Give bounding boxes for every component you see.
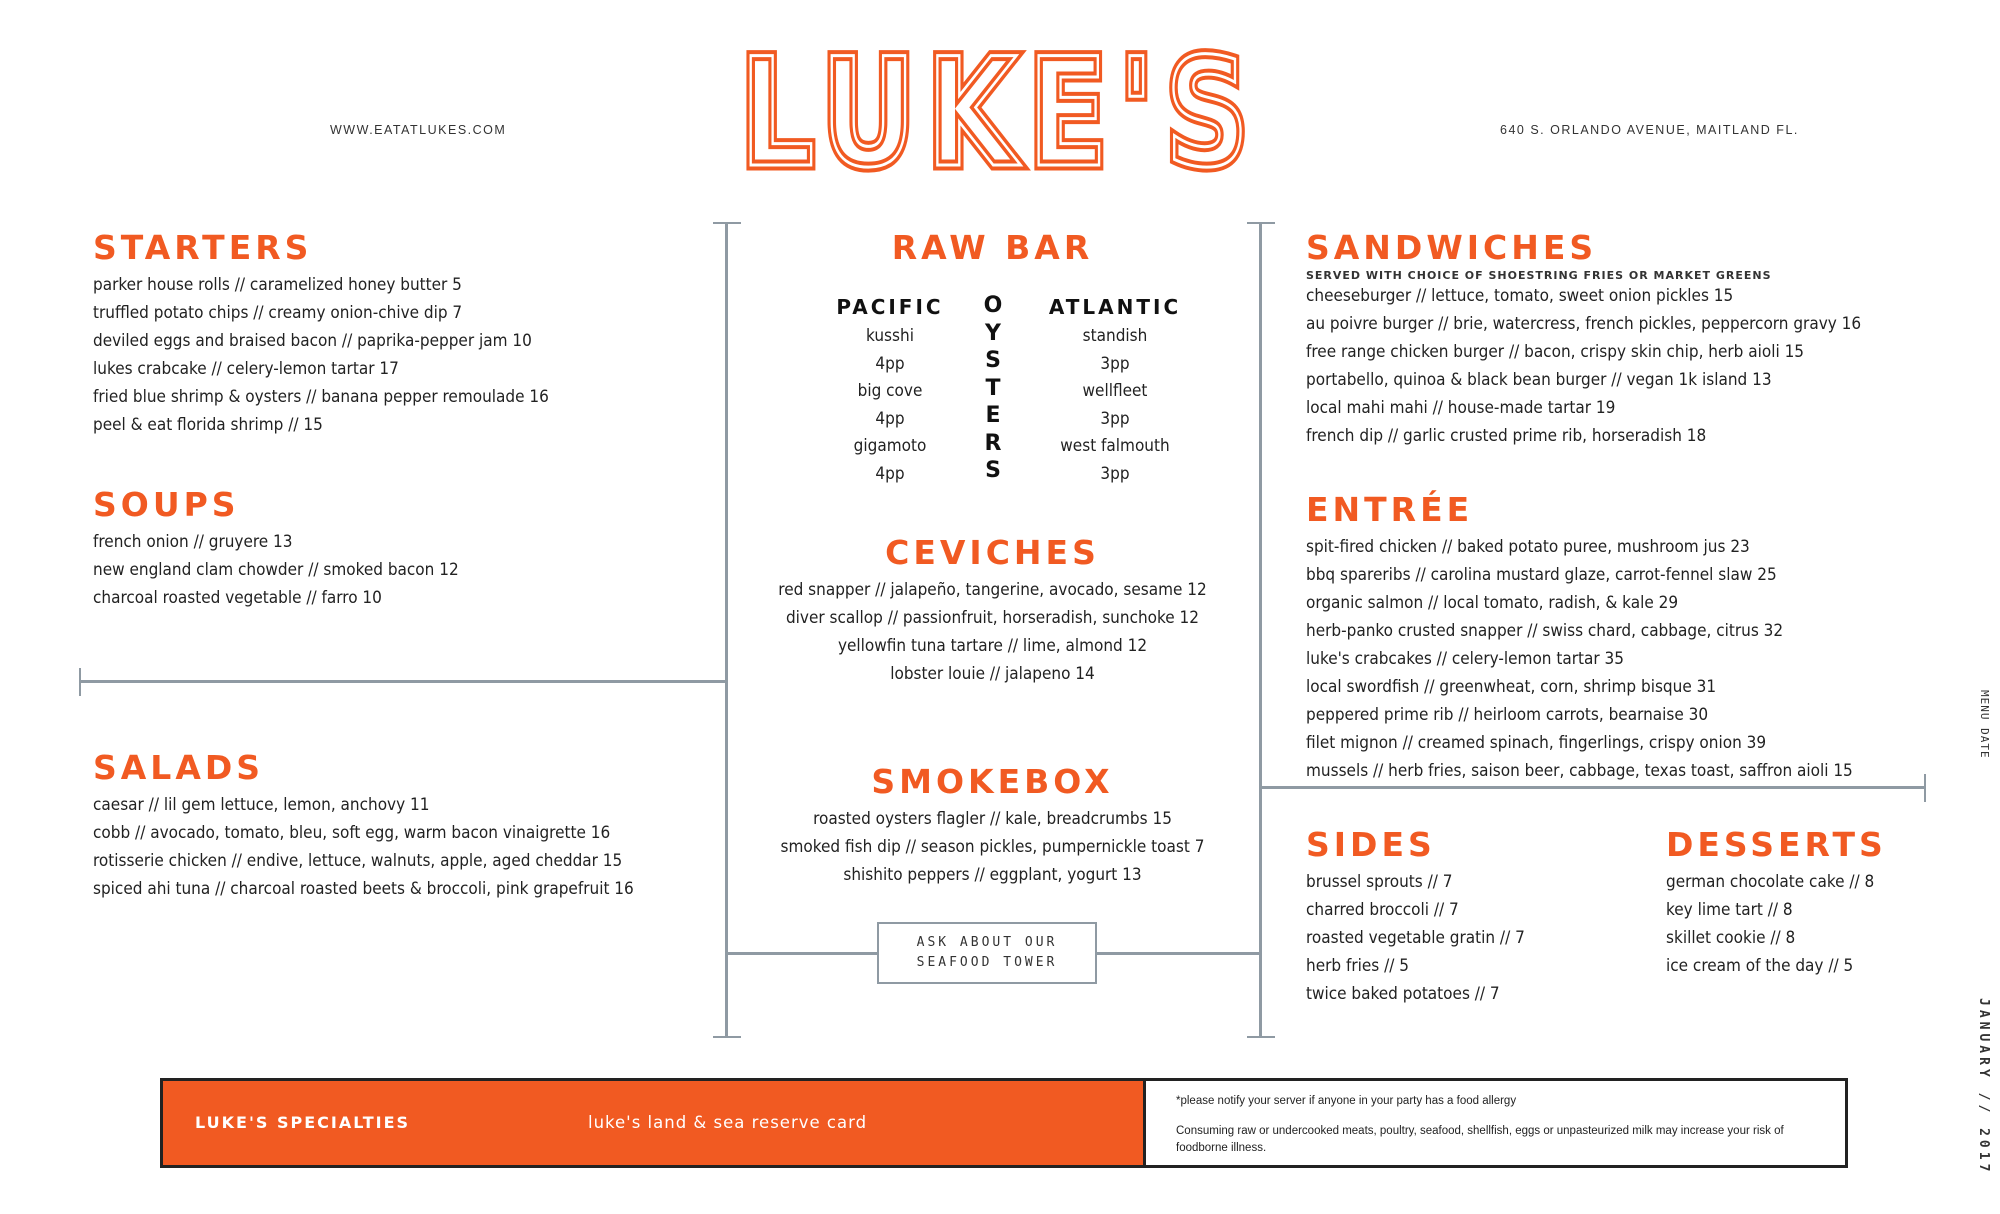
starters-item: parker house rolls // caramelized honey butter 5 (93, 275, 462, 295)
entree-item: organic salmon // local tomato, radish, & kale 29 (1306, 593, 1679, 613)
footer-banner (160, 1078, 1848, 1168)
desserts-item: ice cream of the day // 5 (1666, 956, 1854, 976)
svg-text:LUKE'S: LUKE'S (740, 40, 1260, 180)
smokebox-section (740, 762, 1245, 889)
starters-section (93, 228, 549, 439)
desserts-section (1666, 825, 1887, 980)
sides-item: herb fries // 5 (1306, 956, 1410, 976)
salads-item: cobb // avocado, tomato, bleu, soft egg, warm bacon vinaigrette 16 (93, 823, 611, 843)
tower-right-rule (1097, 952, 1260, 955)
desserts-item: german chocolate cake // 8 (1666, 872, 1875, 892)
starters-item: truffled potato chips // creamy onion-chive dip 7 (93, 303, 463, 323)
ceviches-item: red snapper // jalapeño, tangerine, avocado, sesame 12 (778, 580, 1207, 600)
entree-list (1306, 533, 1853, 785)
ceviches-item: diver scallop // passionfruit, horseradish, sunchoke 12 (785, 608, 1200, 628)
atlantic-oyster-entry: 3pp (1100, 353, 1130, 374)
soups-salads-rule-cap (79, 668, 81, 696)
pacific-oyster-entry: gigamoto (853, 436, 927, 456)
starters-item: fried blue shrimp & oysters // banana pepper remoulade 16 (93, 387, 549, 407)
left-rule-bottom-cap (713, 1036, 741, 1038)
pacific-oyster-entry: 4pp (875, 408, 905, 429)
desserts-title: DESSERTS (1666, 825, 1887, 864)
soups-item: new england clam chowder // smoked bacon 12 (93, 560, 459, 580)
oysters-letter: Y (985, 320, 1001, 346)
atlantic-oyster-entry: wellfleet (1082, 381, 1148, 401)
sandwiches-item: portabello, quinoa & black bean burger // vegan 1k island 13 (1306, 370, 1772, 390)
soups-title: SOUPS (93, 485, 240, 524)
sides-section (1306, 825, 1525, 1008)
salads-item: spiced ahi tuna // charcoal roasted beets & broccoli, pink grapefruit 16 (93, 879, 634, 899)
oysters-letter: S (985, 458, 1001, 483)
pacific-oyster-entry: 4pp (875, 353, 905, 374)
salads-list (93, 791, 634, 903)
sandwiches-item: au poivre burger // brie, watercress, french pickles, peppercorn gravy 16 (1306, 314, 1862, 334)
address-text: 640 S. ORLANDO AVENUE, MAITLAND FL. (1500, 123, 1799, 137)
entree-item: peppered prime rib // heirloom carrots, bearnaise 30 (1306, 705, 1709, 725)
entree-item: mussels // herb fries, saison beer, cabbage, texas toast, saffron aioli 15 (1306, 761, 1853, 781)
desserts-item: key lime tart // 8 (1666, 900, 1793, 920)
atlantic-heading: ATLANTIC (1048, 295, 1182, 319)
consumption-warning: Consuming raw or undercooked meats, poultry, seafood, shellfish, eggs or unpasteurized milk may increase your risk of foodborne illness. (1176, 1125, 1784, 1154)
pacific-oyster-entry: big cove (857, 381, 923, 401)
sides-title: SIDES (1306, 825, 1436, 864)
entree-item: bbq spareribs // carolina mustard glaze, carrot-fennel slaw 25 (1306, 565, 1777, 585)
oysters-letter: R (984, 430, 1002, 456)
pacific-oyster-entry: kusshi (866, 326, 914, 346)
smokebox-item: roasted oysters flagler // kale, breadcrumbs 15 (813, 809, 1172, 829)
entree-section (1306, 490, 1853, 785)
pacific-heading: PACIFIC (836, 295, 944, 319)
oysters-vertical-word (978, 292, 1008, 485)
starters-list (93, 271, 549, 439)
pacific-oyster-entry: 4pp (875, 463, 905, 484)
atlantic-oyster-entry: 3pp (1100, 408, 1130, 429)
starters-item: lukes crabcake // celery-lemon tartar 17 (93, 359, 399, 379)
entree-sides-rule (1260, 786, 1926, 789)
entree-title: ENTRÉE (1306, 490, 1474, 529)
oysters-letter: S (985, 348, 1001, 373)
soups-section (93, 485, 459, 612)
soups-item: charcoal roasted vegetable // farro 10 (93, 588, 382, 608)
soups-list (93, 528, 459, 612)
sides-item: charred broccoli // 7 (1306, 900, 1459, 920)
sides-item: roasted vegetable gratin // 7 (1306, 928, 1525, 948)
sandwiches-item: local mahi mahi // house-made tartar 19 (1306, 398, 1616, 418)
notice-panel (1143, 1081, 1845, 1165)
allergy-note: *please notify your server if anyone in your party has a food allergy (1176, 1095, 1517, 1107)
sides-item: brussel sprouts // 7 (1306, 872, 1453, 892)
oysters-letter: T (985, 375, 1001, 401)
smokebox-list (740, 805, 1245, 889)
sandwiches-subtitle: SERVED WITH CHOICE OF SHOESTRING FRIES OR MARKET GREENS (1306, 269, 1772, 282)
left-rule-top-cap (713, 222, 741, 224)
smokebox-item: smoked fish dip // season pickles, pumpernickle toast 7 (780, 837, 1205, 857)
raw-bar-section (740, 228, 1245, 267)
menu-date-label: MENU DATE (1978, 690, 1991, 759)
ceviches-item: yellowfin tuna tartare // lime, almond 12 (837, 636, 1148, 656)
ceviches-item: lobster louie // jalapeno 14 (890, 664, 1095, 684)
tower-left-rule (727, 952, 877, 955)
specialties-panel (163, 1081, 1143, 1165)
starters-item: peel & eat florida shrimp // 15 (93, 415, 323, 435)
salads-section (93, 748, 634, 903)
smokebox-item: shishito peppers // eggplant, yogurt 13 (843, 865, 1142, 885)
lukes-logo (720, 40, 1280, 180)
right-rule-bottom-cap (1247, 1036, 1275, 1038)
smokebox-title: SMOKEBOX (871, 762, 1114, 801)
sandwiches-item: free range chicken burger // bacon, crispy skin chip, herb aioli 15 (1306, 342, 1805, 362)
sandwiches-title: SANDWICHES (1306, 228, 1598, 267)
desserts-list (1666, 868, 1887, 980)
oysters-letter: E (985, 403, 1001, 428)
ceviches-section (740, 533, 1245, 688)
entree-item: filet mignon // creamed spinach, fingerlings, crispy onion 39 (1306, 733, 1767, 753)
right-vertical-rule (1259, 222, 1262, 1038)
raw-bar-title: RAW BAR (891, 228, 1094, 267)
right-rule-top-cap (1247, 222, 1275, 224)
sandwiches-item: french dip // garlic crusted prime rib, horseradish 18 (1306, 426, 1707, 446)
ceviches-title: CEVICHES (885, 533, 1100, 572)
sides-item: twice baked potatoes // 7 (1306, 984, 1500, 1004)
entree-item: herb-panko crusted snapper // swiss chard, cabbage, citrus 32 (1306, 621, 1784, 641)
atlantic-oyster-entry: standish (1082, 326, 1148, 346)
sandwiches-section (1306, 228, 1861, 450)
specialties-label: LUKE'S SPECIALTIES (195, 1113, 411, 1132)
entree-item: local swordfish // greenwheat, corn, shrimp bisque 31 (1306, 677, 1717, 697)
salads-item: rotisserie chicken // endive, lettuce, walnuts, apple, aged cheddar 15 (93, 851, 623, 871)
salads-title: SALADS (93, 748, 265, 787)
oysters-letter: O (983, 293, 1003, 318)
atlantic-oyster-entry: west falmouth (1060, 436, 1170, 456)
salads-item: caesar // lil gem lettuce, lemon, anchovy 11 (93, 795, 430, 815)
pacific-oysters-list (810, 323, 970, 488)
soups-item: french onion // gruyere 13 (93, 532, 293, 552)
desserts-item: skillet cookie // 8 (1666, 928, 1796, 948)
sandwiches-item: cheeseburger // lettuce, tomato, sweet onion pickles 15 (1306, 286, 1734, 306)
seafood-tower-line2: SEAFOOD TOWER (916, 955, 1058, 970)
left-vertical-rule (725, 222, 728, 1038)
svg-text:LUKE'S: LUKE'S (740, 40, 1260, 180)
reserve-card-text[interactable]: luke's land & sea reserve card (588, 1113, 868, 1132)
soups-salads-rule (80, 680, 726, 683)
entree-item: luke's crabcakes // celery-lemon tartar 35 (1306, 649, 1624, 669)
sandwiches-list (1306, 282, 1861, 450)
atlantic-oyster-entry: 3pp (1100, 463, 1130, 484)
menu-date-value: JANUARY // 2017 (1976, 998, 1991, 1176)
sides-list (1306, 868, 1525, 1008)
atlantic-oysters-list (1030, 323, 1200, 488)
starters-title: STARTERS (93, 228, 313, 267)
seafood-tower-line1: ASK ABOUT OUR (916, 935, 1058, 950)
entree-item: spit-fired chicken // baked potato puree, mushroom jus 23 (1306, 537, 1750, 557)
entree-sides-rule-cap (1924, 774, 1926, 802)
ceviches-list (740, 576, 1245, 688)
seafood-tower-box (877, 922, 1097, 984)
starters-item: deviled eggs and braised bacon // paprika-pepper jam 10 (93, 331, 532, 351)
website-text[interactable]: WWW.EATATLUKES.COM (330, 123, 507, 137)
